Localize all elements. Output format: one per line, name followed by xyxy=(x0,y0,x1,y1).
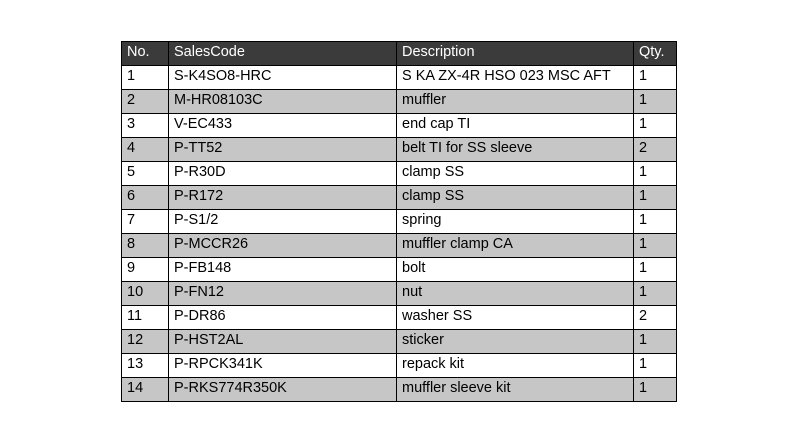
cell-salescode: P-MCCR26 xyxy=(169,234,397,258)
table-row xyxy=(122,90,677,114)
cell-description: muffler sleeve kit xyxy=(397,378,634,402)
table-row xyxy=(122,306,677,330)
table-row xyxy=(122,162,677,186)
table-header-row xyxy=(122,42,677,66)
cell-qty: 1 xyxy=(634,234,677,258)
cell-description: spring xyxy=(397,210,634,234)
cell-description: sticker xyxy=(397,330,634,354)
cell-qty: 1 xyxy=(634,162,677,186)
table-row xyxy=(122,66,677,90)
cell-qty: 1 xyxy=(634,114,677,138)
table-row xyxy=(122,282,677,306)
cell-description: S KA ZX-4R HSO 023 MSC AFT xyxy=(397,66,634,90)
table-row xyxy=(122,138,677,162)
cell-description: belt TI for SS sleeve xyxy=(397,138,634,162)
cell-no: 14 xyxy=(122,378,169,402)
cell-no: 6 xyxy=(122,186,169,210)
table-row xyxy=(122,330,677,354)
cell-salescode: P-RKS774R350K xyxy=(169,378,397,402)
cell-qty: 2 xyxy=(634,306,677,330)
cell-salescode: V-EC433 xyxy=(169,114,397,138)
cell-qty: 1 xyxy=(634,186,677,210)
table-body xyxy=(122,66,677,402)
cell-qty: 1 xyxy=(634,66,677,90)
cell-no: 7 xyxy=(122,210,169,234)
cell-description: clamp SS xyxy=(397,162,634,186)
cell-no: 8 xyxy=(122,234,169,258)
cell-qty: 2 xyxy=(634,138,677,162)
table-row xyxy=(122,234,677,258)
cell-no: 13 xyxy=(122,354,169,378)
cell-salescode: S-K4SO8-HRC xyxy=(169,66,397,90)
cell-salescode: P-FN12 xyxy=(169,282,397,306)
table-row xyxy=(122,258,677,282)
cell-description: nut xyxy=(397,282,634,306)
cell-qty: 1 xyxy=(634,210,677,234)
cell-description: muffler xyxy=(397,90,634,114)
cell-qty: 1 xyxy=(634,282,677,306)
table-header xyxy=(122,42,677,66)
column-header-salescode: SalesCode xyxy=(169,42,397,66)
column-header-qty: Qty. xyxy=(634,42,677,66)
cell-no: 2 xyxy=(122,90,169,114)
cell-qty: 1 xyxy=(634,90,677,114)
table-row xyxy=(122,186,677,210)
cell-no: 1 xyxy=(122,66,169,90)
cell-salescode: M-HR08103C xyxy=(169,90,397,114)
cell-salescode: P-RPCK341K xyxy=(169,354,397,378)
cell-salescode: P-R172 xyxy=(169,186,397,210)
cell-salescode: P-TT52 xyxy=(169,138,397,162)
cell-description: washer SS xyxy=(397,306,634,330)
cell-salescode: P-S1/2 xyxy=(169,210,397,234)
cell-qty: 1 xyxy=(634,378,677,402)
column-header-no: No. xyxy=(122,42,169,66)
cell-description: muffler clamp CA xyxy=(397,234,634,258)
cell-salescode: P-HST2AL xyxy=(169,330,397,354)
parts-table xyxy=(121,41,677,402)
cell-no: 10 xyxy=(122,282,169,306)
cell-no: 5 xyxy=(122,162,169,186)
cell-no: 12 xyxy=(122,330,169,354)
cell-description: repack kit xyxy=(397,354,634,378)
cell-description: end cap TI xyxy=(397,114,634,138)
cell-description: bolt xyxy=(397,258,634,282)
cell-qty: 1 xyxy=(634,330,677,354)
cell-no: 3 xyxy=(122,114,169,138)
table-row xyxy=(122,114,677,138)
table-row xyxy=(122,354,677,378)
cell-no: 11 xyxy=(122,306,169,330)
cell-qty: 1 xyxy=(634,354,677,378)
cell-salescode: P-R30D xyxy=(169,162,397,186)
cell-no: 9 xyxy=(122,258,169,282)
table-row xyxy=(122,210,677,234)
cell-salescode: P-DR86 xyxy=(169,306,397,330)
column-header-description: Description xyxy=(397,42,634,66)
table-row xyxy=(122,378,677,402)
cell-salescode: P-FB148 xyxy=(169,258,397,282)
cell-qty: 1 xyxy=(634,258,677,282)
cell-description: clamp SS xyxy=(397,186,634,210)
cell-no: 4 xyxy=(122,138,169,162)
